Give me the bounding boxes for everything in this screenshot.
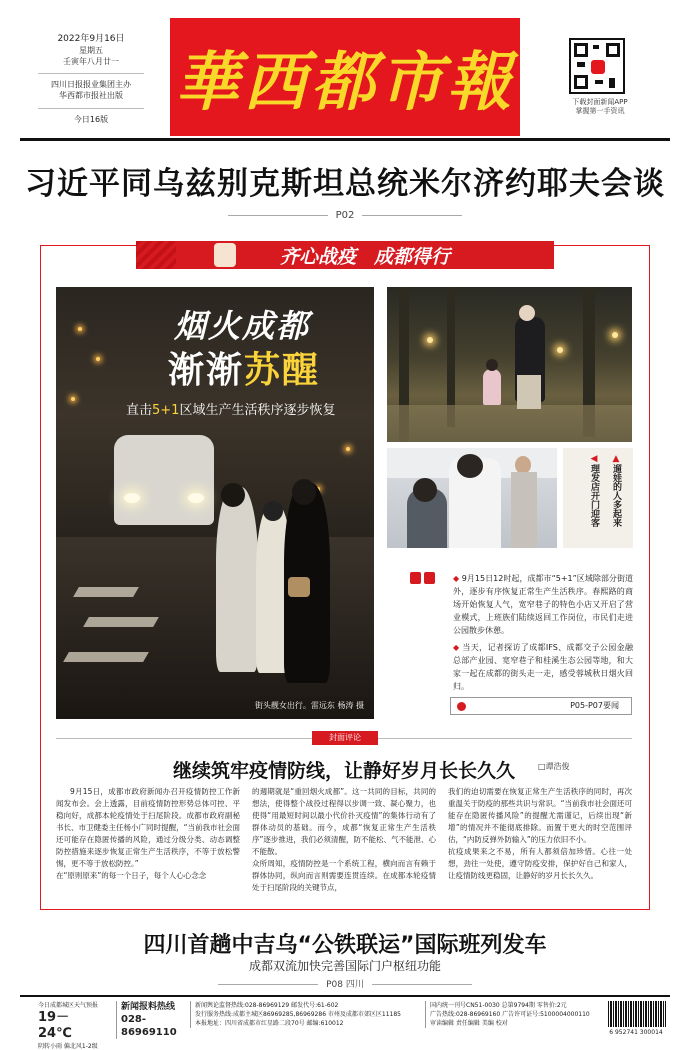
- lower-headline[interactable]: 四川首趟中吉乌“公铁联运”国际班列发车: [143, 933, 547, 958]
- play-icon: [457, 702, 466, 711]
- feature-banner: [136, 241, 554, 269]
- qr-caption: [560, 98, 640, 116]
- photo-sub-b: 区域生产生活秩序逐步恢复: [179, 403, 336, 418]
- feature-para1-text: 9月15日12时起，成都市“5+1”区域除部分街道外，逐步有序恢复正常生产生活秩序。春熙路的商场开始恢复人气，宽窄巷子的特色小店又开启了营业模式，上班族们陆续返回工作岗位，市民们走进公园散步休憩。: [453, 574, 633, 635]
- hotline-label: 新闻报料热线: [121, 1002, 176, 1012]
- feature-page-ref-text: P05-P07要闻: [570, 701, 619, 710]
- editorial-tag: 封面评论: [312, 731, 378, 745]
- side-captions: [563, 448, 633, 548]
- side-caption-2: ◀理发店开门迎客: [589, 454, 599, 527]
- app-logo-icon: [591, 60, 605, 74]
- feature-paragraph-1: ◆ 9月15日12时起，成都市“5+1”区域除部分街道外，逐步有序恢复正常生产生活秩序。春熙路的商场开始恢复人气，宽窄巷子的特色小店又开启了营业模式，上班族们陆续返回工作岗位，市民们走进公园散步休憩。: [453, 574, 633, 635]
- footer-right-line-2: 广告热线:028-86969160 广告许可证号:5100004000110: [430, 1011, 590, 1018]
- publisher-line-2: 华西都市报社出版: [59, 91, 123, 100]
- qr-caption-line-1: 下载封面新闻APP: [572, 98, 628, 106]
- feature-paragraph-2: ◆ 当天，记者探访了成都IFS、成都交子公园金融总部产业园、宽窄巷子和桂溪生态公园等地，和大家一起在成都的街头走一走，感受蓉城秋日烟火回归。: [453, 643, 633, 691]
- barcode-number: 6 952741 300014: [609, 1029, 663, 1036]
- page-count: 今日16版: [38, 108, 144, 125]
- barcode-icon: [608, 1001, 666, 1027]
- photo-title-b: 苏醒: [244, 350, 321, 391]
- side-caption-1-text: 遛娃的人多起来: [611, 464, 621, 527]
- footer-mid-line-3: 本报地址：四川省成都市红星路二段70号 邮编:610012: [195, 1020, 344, 1027]
- weather-label: 今日成都城区天气预报: [38, 1002, 99, 1009]
- qr-code-icon[interactable]: [569, 38, 625, 94]
- park-photo[interactable]: [387, 287, 632, 442]
- footer-info-mid: [190, 1001, 420, 1028]
- editorial-title[interactable]: 继续筑牢疫情防线，让静好岁月长长久久: [172, 760, 515, 782]
- lead-page-ref[interactable]: P02: [200, 210, 490, 221]
- weather-desc: 阴转小雨 偏北风1-2级: [38, 1043, 98, 1050]
- side-caption-2-text: 理发店开门迎客: [589, 464, 599, 527]
- feature-text: [453, 572, 633, 697]
- hotline-box: [116, 1001, 186, 1039]
- logo-text: 華西都市報: [175, 45, 515, 120]
- footer-mid-line-2: 发行服务热线:成都主城区86969285,86969286 市州及成都市郊区区11185: [195, 1011, 402, 1018]
- main-photo[interactable]: [56, 287, 374, 719]
- editorial-body: [56, 786, 632, 896]
- barbershop-photo[interactable]: [387, 448, 557, 548]
- newspaper-logo: [170, 18, 520, 136]
- footer-mid-line-1: 新闻舆论监督热线:028-86969129 邮发代号:61-602: [195, 1002, 339, 1009]
- weather-temp: 19－24℃: [38, 1010, 72, 1041]
- publisher-line-1: 四川日报报业集团主办: [38, 73, 144, 90]
- date-block: [38, 34, 144, 125]
- quote-icon: [410, 572, 438, 586]
- weather-box: [38, 1001, 102, 1050]
- editorial-author: □谭浩俊: [538, 762, 570, 771]
- car: [114, 435, 214, 525]
- photo-title-line-1: 烟火成都: [174, 307, 311, 345]
- banner-right-text: 成都得行: [374, 245, 451, 268]
- issue-date: 2022年9月16日: [57, 34, 125, 44]
- photo-title-line-2: [168, 342, 320, 393]
- photo-sub-hl: 5+1: [152, 403, 180, 418]
- editorial-column-1: 9月15日，成都市政府新闻办召开疫情防控工作新闻发布会。会上透露，目前疫情防控形势总体可控、平稳向好，成都本轮疫情处于扫尾阶段。成都市政府副秘书长、市卫健委主任杨小广同时提醒，“当前我市社会面还可能存在隐匿传播的风险，通过分级分类、动态调整防控措施来逐步恢复正常生产生活秩序，不等于放松警惕，更不等于放松防控。” 在“原则原来”的每一个日子，每个人心心念念: [56, 787, 240, 880]
- qr-caption-line-2: 掌握第一手资讯: [575, 107, 625, 115]
- photo-title-a: 渐渐: [168, 350, 245, 391]
- feature-para2-text: 当天，记者探访了成都IFS、成都交子公园金融总部产业园、宽窄巷子和桂溪生态公园等地，和大家一起在成都的街头走一走，感受蓉城秋日烟火回归。: [453, 643, 633, 691]
- masthead-rule: [20, 138, 670, 141]
- hotline-number[interactable]: 028-86969110: [121, 1014, 177, 1038]
- feature-page-ref[interactable]: [450, 697, 632, 715]
- footer: [20, 999, 670, 1050]
- side-caption-1: ▲遛娃的人多起来: [611, 454, 621, 527]
- photo-subtitle: [126, 399, 335, 418]
- editorial-column-3: 我们的迫切需要在恢复正常生产生活秩序的同时，再次重温关于防疫的那些共识与常识。“当前我市社会面还可能存在隐匿传播风险”的提醒尤需谨记，后续出现“新增”的情况并不能彻底排除。而置于更大的时空范围评估，“内防反弹外防输入”的压力依旧不小。 抗疫成果来之不易，所有人都须倍加珍惜。心往一处想，劲往一处使，遵守防疫安排，保护好自己和家人，让疫情防线更稳固，让静好的岁月长长久久。: [448, 787, 632, 880]
- editorial-column-2: 的週期就是“重回烟火成都”。这一共同的目标，共同的想法，使得整个战役过程得以步调一致、凝心聚力，也使得“用最短时间以最小代价扑灭疫情”的集体行动有了群体动员的基础。而今，成都“恢复正常生产生活秩序”逐步推进，我们必须清醒，防不能松、气不能泄、心不能散。 众所周知，疫情防控是一个系统工程，横向而言有赖于群体协同，纵向而言则需要连贯连续。在成都本轮疫情处于扫尾阶段的关键节点，: [252, 787, 436, 892]
- footer-right-line-3: 审读编辑 责任编辑 美编 校对: [430, 1020, 508, 1027]
- banner-left-text: 齐心战疫: [279, 245, 356, 268]
- footer-rule: [20, 995, 670, 997]
- lunar-date: 壬寅年八月廿一: [63, 57, 119, 66]
- lower-page-ref[interactable]: P08 四川: [200, 977, 490, 990]
- footer-info-right: [425, 1001, 600, 1028]
- photo-sub-a: 直击: [126, 403, 153, 418]
- issue-weekday: 星期五: [79, 46, 103, 55]
- lead-headline[interactable]: 习近平同乌兹别克斯坦总统米尔济约耶夫会谈: [25, 166, 665, 202]
- lower-subheadline: 成都双流加快完善国际门户枢纽功能: [248, 959, 441, 973]
- footer-right-line-1: 国内统一刊号CN51-0030 总第9794期 零售价:2元: [430, 1002, 567, 1009]
- photo-caption: 街头靓女出行。雷远东 杨涛 摄: [254, 701, 364, 710]
